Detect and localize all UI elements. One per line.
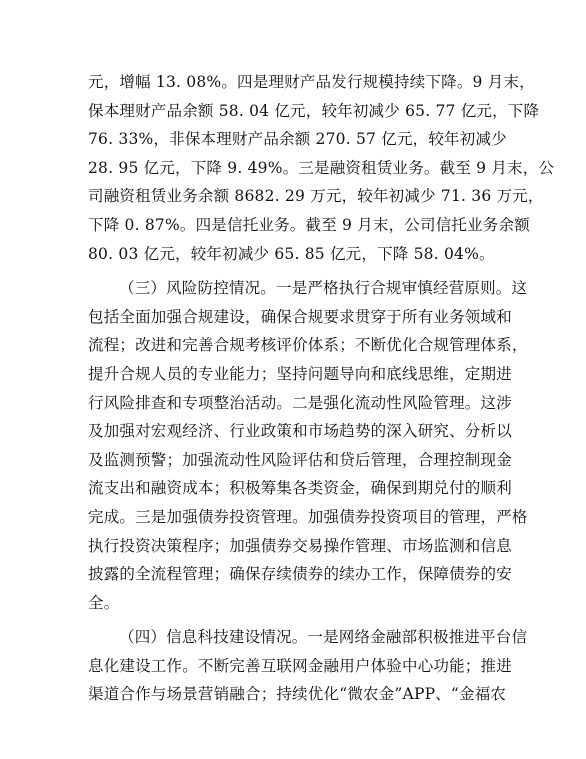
text-line: 行风险排查和专项整治活动。二是强化流动性风险管理。这涉 [88,393,512,412]
text-line: 保本理财产品余额 58. 04 亿元，较年初减少 65. 77 亿元，下降 [88,101,540,120]
text-line: 渠道合作与场景营销融合；持续优化“微农金”APP、“金福农 [88,685,507,704]
text-line: 80. 03 亿元，较年初减少 65. 85 亿元，下降 58. 04%。 [88,244,495,263]
text-line: 完成。三是加强债券投资管理。加强债券投资项目的管理，严格 [88,507,528,526]
text-line: 流支出和融资成本；积极筹集各类资金，确保到期兑付的顺利 [88,479,512,498]
paragraph-business-stats [88,68,555,268]
text-line: 元，增幅 13. 08%。四是理财产品发行规模持续下降。9 月末， [88,73,535,91]
text-line: 提升合规人员的专业能力；坚持问题导向和底线思维，定期进 [88,364,512,383]
paragraph-it-construction [88,623,528,709]
text-line: （三）风险防控情况。一是严格执行合规审慎经营原则。这 [119,279,528,298]
text-line: 包括全面加强合规建设，确保合规要求贯穿于所有业务领域和 [88,307,512,326]
document-body [88,68,555,709]
text-line: 76. 33%，非保本理财产品余额 270. 57 亿元，较年初减少 [88,130,507,149]
text-line: 息化建设工作。不断完善互联网金融用户体验中心功能；推进 [88,656,512,675]
text-line: 28. 95 亿元，下降 9. 49%。三是融资租赁业务。截至 9 月末，公 [88,158,555,177]
text-line: 执行投资决策程序；加强债券交易操作管理、市场监测和信息 [88,536,512,555]
text-line: 披露的全流程管理；确保存续债券的续办工作，保障债券的安 [88,565,512,584]
paragraph-risk-control [88,274,528,617]
text-line: 司融资租赁业务余额 8682. 29 万元，较年初减少 71. 36 万元， [88,187,544,206]
text-line: 及监测预警；加强流动性风险评估和贷后管理，合理控制现金 [88,450,512,469]
text-line: （四）信息科技建设情况。一是网络金融部积极推进平台信 [119,628,528,647]
text-line: 流程；改进和完善合规考核评价体系；不断优化合规管理体系， [88,336,528,355]
text-line: 及加强对宏观经济、行业政策和市场趋势的深入研究、分析以 [88,422,512,441]
text-line: 下降 0. 87%。四是信托业务。截至 9 月末，公司信托业务余额 [88,215,530,234]
text-line: 全。 [88,593,120,612]
